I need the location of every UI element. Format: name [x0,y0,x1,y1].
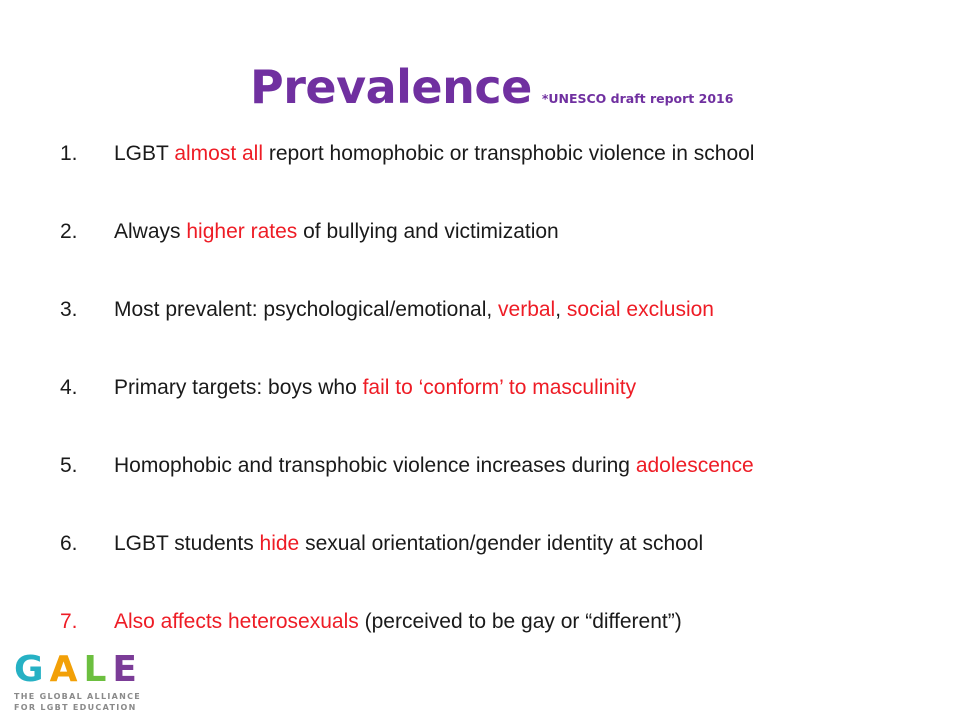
logo-letter-a: A [49,649,84,690]
emphasis-text: verbal [498,298,556,321]
emphasis-text: adolescence [635,454,754,477]
slide-title: Prevalence [250,60,532,114]
body-text: Primary targets: boys who [114,376,363,399]
logo-letter-e: E [112,649,143,690]
body-text: of bullying and victimization [297,220,559,243]
list-item-number: 6. [60,532,78,555]
list-item-text [114,376,636,454]
logo-letter-l: L [83,649,113,690]
emphasis-text: hide [259,532,300,555]
emphasis-text: higher rates [186,220,298,243]
emphasis-text: fail to ‘conform’ to masculinity [362,376,637,399]
body-text: Always [114,220,187,243]
list-item [60,220,940,298]
list-item [60,298,940,376]
emphasis-text: Also affects heterosexuals [114,610,359,633]
list-item-number: 3. [60,298,78,321]
logo-tagline-line-1: THE GLOBAL ALLIANCE [14,692,142,701]
list-item [60,376,940,454]
list-item-text [114,220,559,298]
body-text: report homophobic or transphobic violence in school [263,142,755,165]
body-text: Homophobic and transphobic violence increases during [114,454,636,477]
emphasis-text: almost all [174,142,264,165]
list-item-text [114,610,682,688]
body-text: , [555,298,567,321]
list-item-text [114,142,754,220]
list-item-number: 2. [60,220,78,243]
list-item [60,454,940,532]
logo-tagline [14,691,143,713]
body-text: LGBT students [114,532,260,555]
body-text: Most prevalent: psychological/emotional, [114,298,499,321]
list-item [60,610,940,688]
list-item-number: 4. [60,376,78,399]
gale-logo [14,649,143,713]
body-text: sexual orientation/gender identity at school [299,532,704,555]
bullet-list [60,142,940,688]
title-row [250,60,733,114]
body-text: LGBT [114,142,175,165]
list-item-number: 1. [60,142,78,165]
list-item-text [114,298,714,376]
logo-wordmark [14,649,143,690]
body-text: (perceived to be gay or “different”) [358,610,682,633]
list-item-number: 5. [60,454,78,477]
emphasis-text: social exclusion [566,298,714,321]
source-note: *UNESCO draft report 2016 [541,91,734,106]
list-item [60,532,940,610]
list-item-text [114,532,703,610]
list-item-text [114,454,754,532]
logo-letter-g: G [14,649,50,690]
list-item [60,142,940,220]
logo-tagline-line-2: FOR LGBT EDUCATION [14,703,137,712]
list-item-number: 7. [60,610,78,633]
